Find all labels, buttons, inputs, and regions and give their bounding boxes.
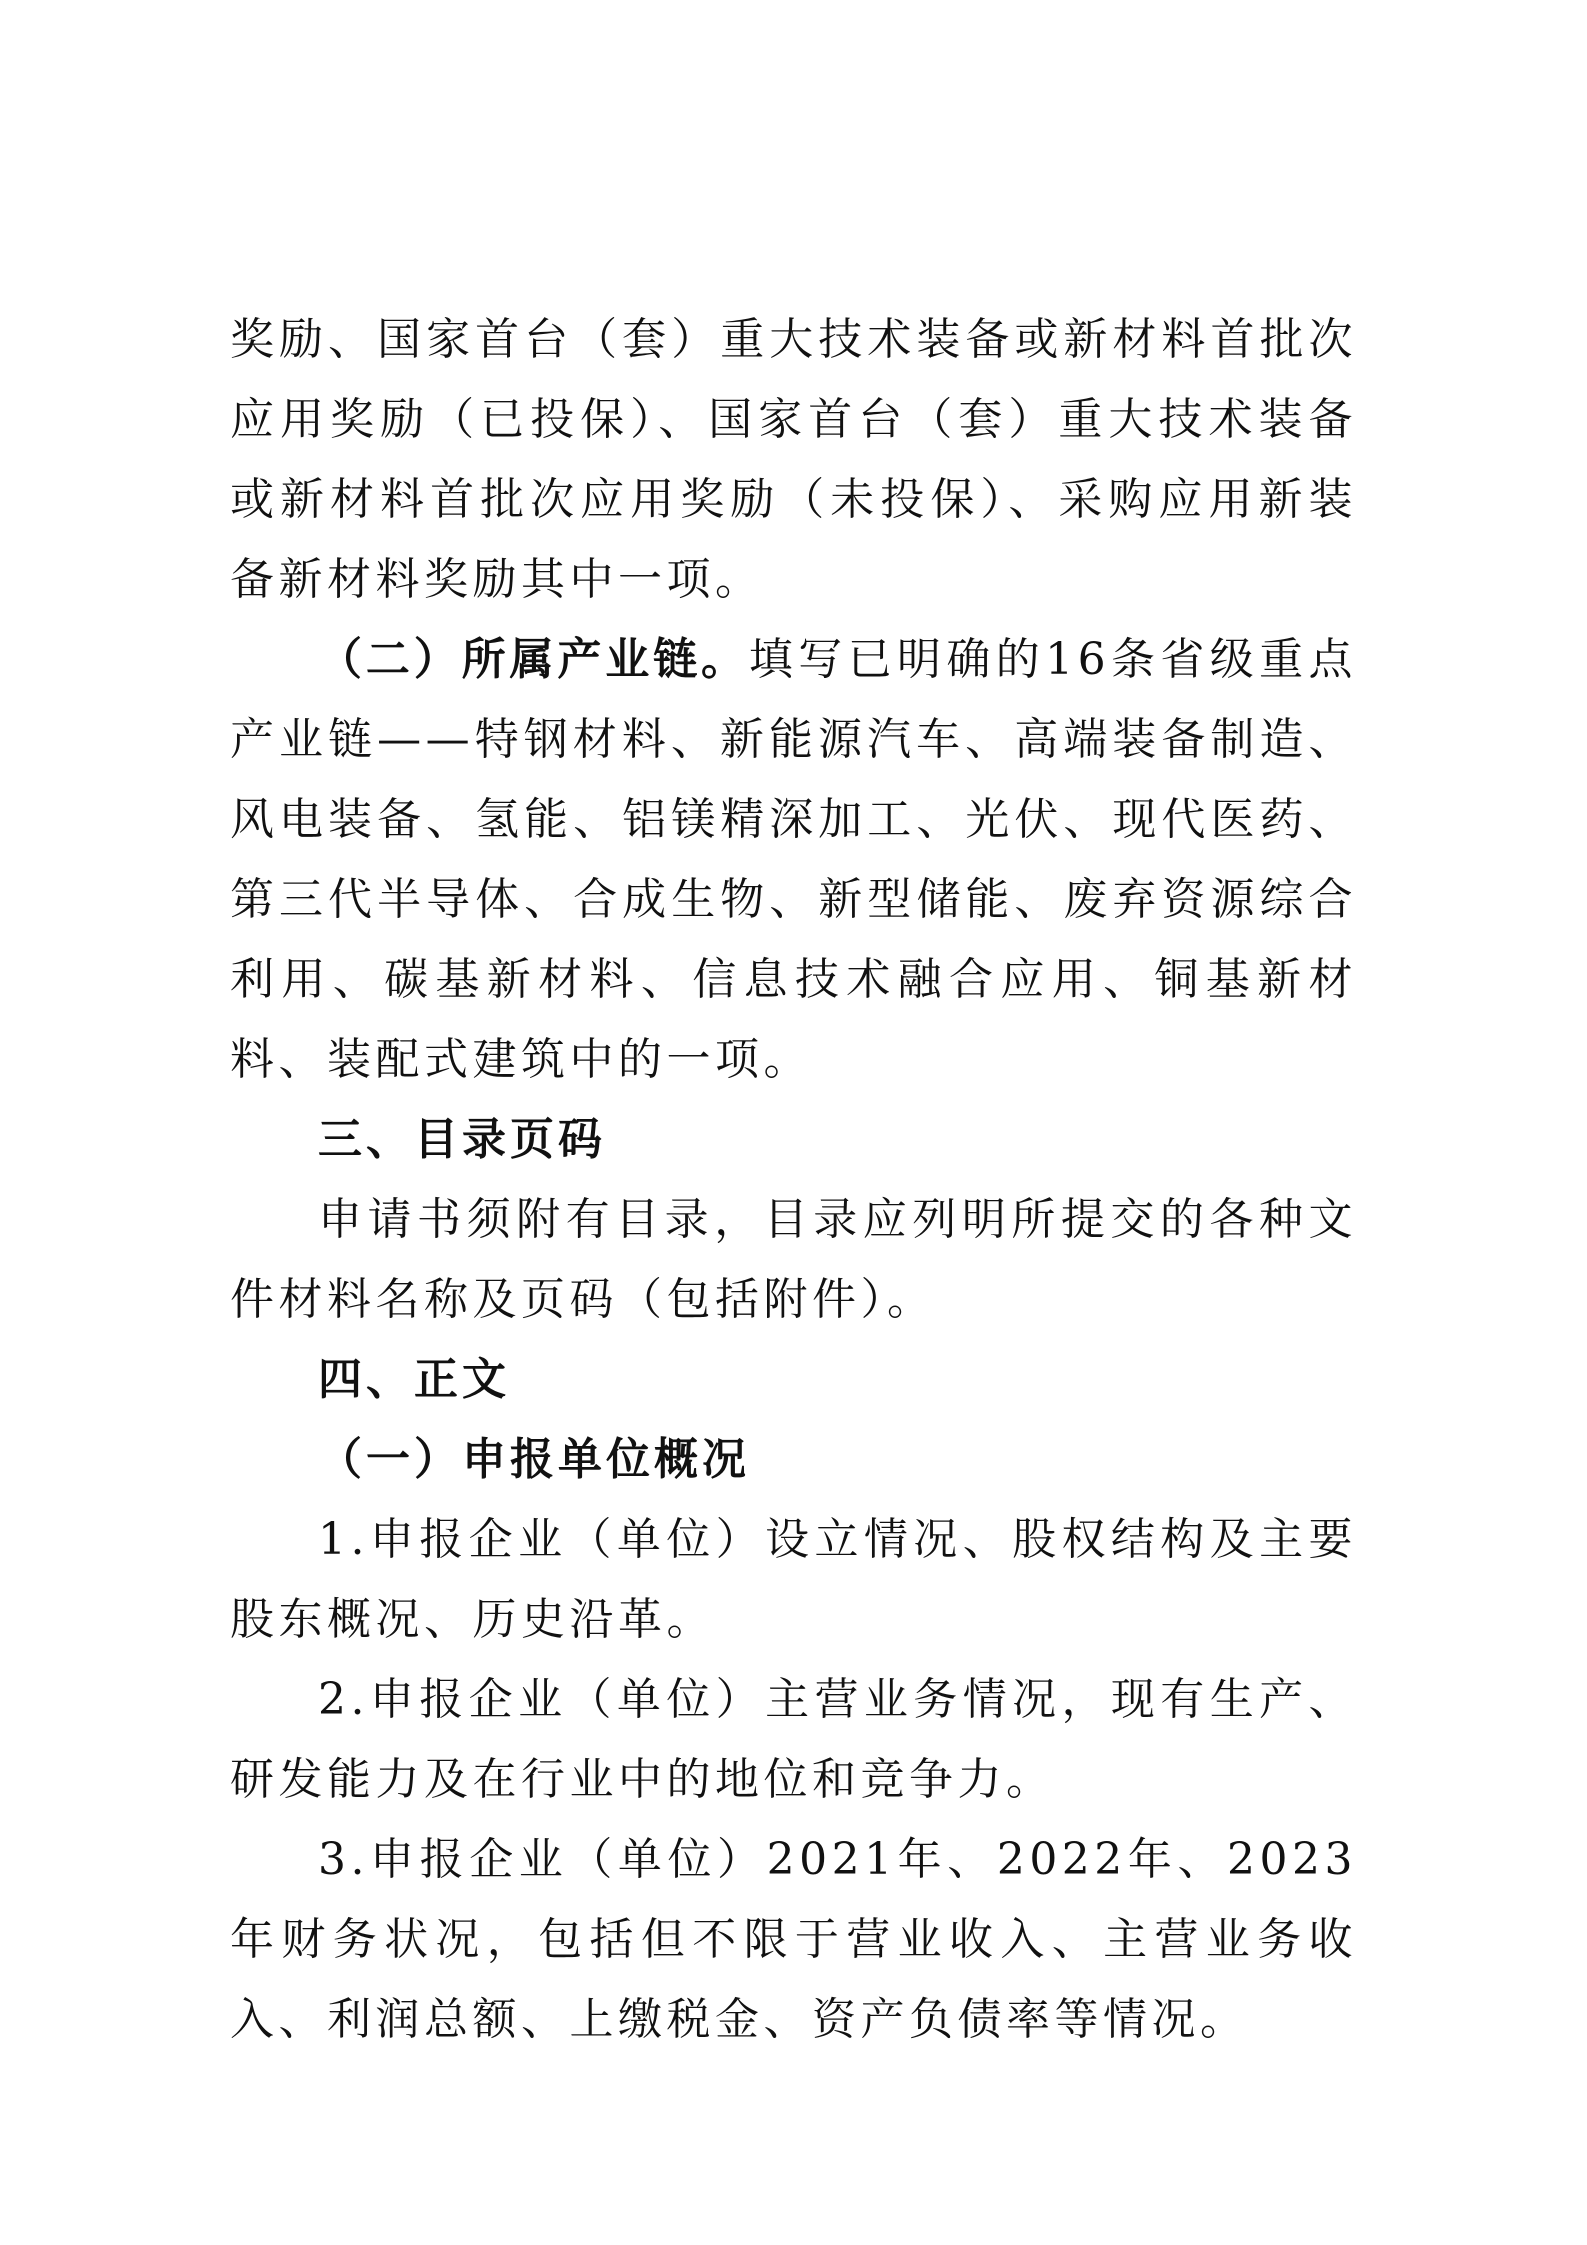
sub-heading-applicant-overview: （一）申报单位概况 (318, 1434, 750, 1485)
document-page (230, 300, 1357, 2060)
section-heading-catalog: 三、目录页码 (318, 1114, 606, 1165)
industry-chain-body: 填写已明确的16条省级重点产业链——特钢材料、新能源汽车、高端装备制造、风电装备、氢能、铝镁精深加工、光伏、现代医药、第三代半导体、合成生物、新型储能、废弃资源综合利用、碳基新材料、信息技术融合应用、铜基新材料、装配式建筑中的一项。 (230, 634, 1357, 1085)
continuation-paragraph: 奖励、国家首台（套）重大技术装备或新材料首批次应用奖励（已投保）、国家首台（套）重大技术装备或新材料首批次应用奖励（未投保）、采购应用新装备新材料奖励其中一项。 (230, 314, 1357, 605)
list-item: 2.申报企业（单位）主营业务情况，现有生产、研发能力及在行业中的地位和竞争力。 (230, 1674, 1357, 1805)
catalog-paragraph: 申请书须附有目录，目录应列明所提交的各种文件材料名称及页码（包括附件）。 (230, 1194, 1357, 1325)
industry-chain-lead: （二）所属产业链。 (318, 634, 749, 685)
industry-chain-paragraph (230, 620, 1357, 1100)
list-item: 1.申报企业（单位）设立情况、股权结构及主要股东概况、历史沿革。 (230, 1514, 1357, 1645)
list-item: 3.申报企业（单位）2021年、2022年、2023年财务状况，包括但不限于营业收入、主营业务收入、利润总额、上缴税金、资产负债率等情况。 (230, 1834, 1357, 2045)
section-heading-main-text: 四、正文 (318, 1354, 510, 1405)
